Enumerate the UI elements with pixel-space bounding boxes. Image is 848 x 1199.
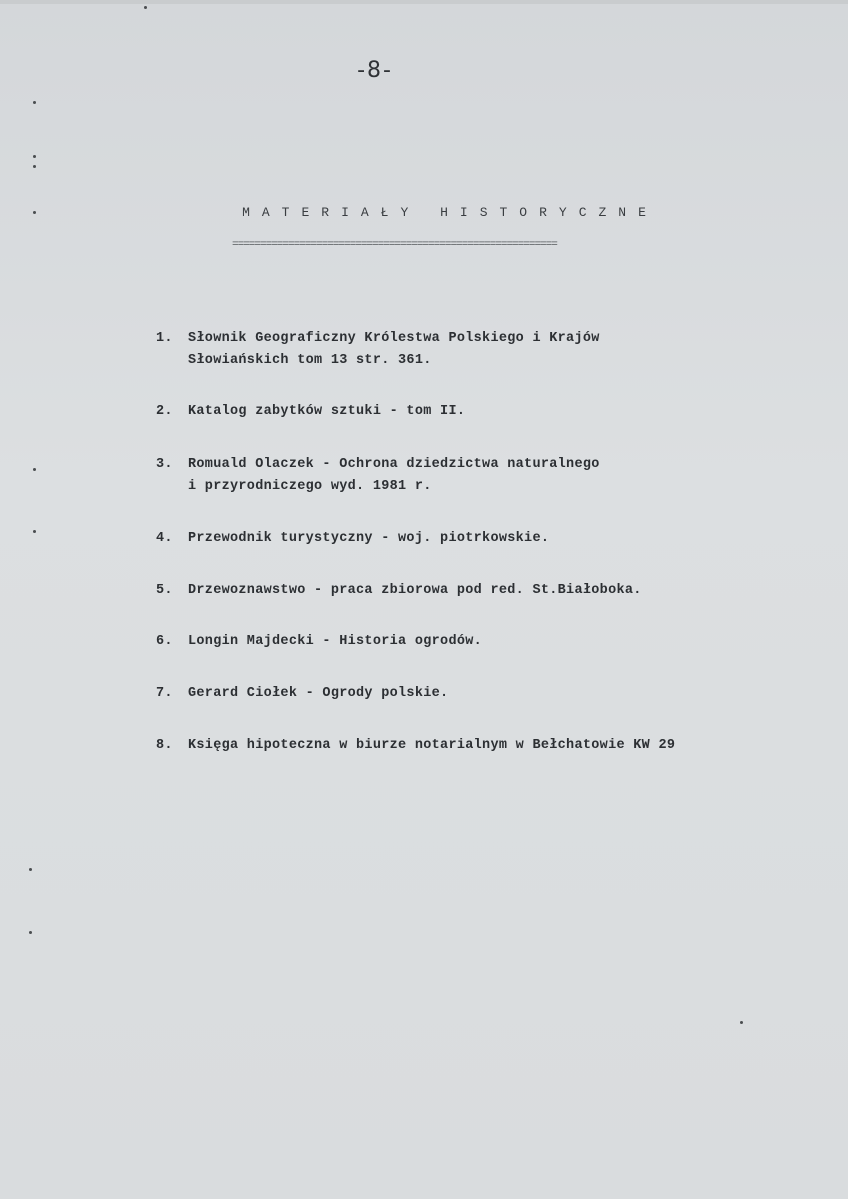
item-text: Słowiańskich tom 13 str. 361. <box>188 353 432 368</box>
list-item <box>150 454 810 498</box>
item-text: Drzewoznawstwo - praca zbiorowa pod red. St.Białoboka. <box>188 583 642 598</box>
scan-speck <box>33 155 36 158</box>
scan-speck <box>33 165 36 168</box>
scan-speck <box>144 6 147 9</box>
scan-speck <box>29 931 32 934</box>
item-text: Księga hipoteczna w biurze notarialnym w Bełchatowie KW 29 <box>188 738 676 753</box>
item-number: 8. <box>156 738 173 753</box>
list-item <box>150 631 810 653</box>
item-text: Słownik Geograficzny Królestwa Polskiego i Krajów <box>188 331 600 346</box>
scan-speck <box>33 101 36 104</box>
item-number: 6. <box>156 634 173 649</box>
scan-speck <box>33 468 36 471</box>
scan-top-edge <box>0 0 848 4</box>
item-number: 5. <box>156 583 173 598</box>
list-item <box>150 683 810 705</box>
item-number: 1. <box>156 331 173 346</box>
item-text: Gerard Ciołek - Ogrody polskie. <box>188 686 449 701</box>
item-text: Przewodnik turystyczny - woj. piotrkowskie. <box>188 531 550 546</box>
item-text: Longin Majdecki - Historia ogrodów. <box>188 634 483 649</box>
item-number: 7. <box>156 686 173 701</box>
sources-list <box>150 328 810 757</box>
scan-speck <box>740 1021 743 1024</box>
list-item <box>150 528 810 550</box>
list-item <box>150 735 810 757</box>
title-underline: ========================================================== <box>232 239 557 251</box>
scan-speck <box>33 530 36 533</box>
item-number: 3. <box>156 457 173 472</box>
section-title: MATERIAŁY HISTORYCZNE <box>242 205 658 220</box>
page-number: -8- <box>357 58 393 83</box>
scan-speck <box>33 211 36 214</box>
item-number: 4. <box>156 531 173 546</box>
list-item <box>150 401 810 423</box>
item-text: Romuald Olaczek - Ochrona dziedzictwa naturalnego <box>188 457 600 472</box>
list-item <box>150 580 810 602</box>
scan-speck <box>29 868 32 871</box>
item-number: 2. <box>156 404 173 419</box>
list-item <box>150 328 810 372</box>
item-text: i przyrodniczego wyd. 1981 r. <box>188 479 432 494</box>
item-text: Katalog zabytków sztuki - tom II. <box>188 404 466 419</box>
